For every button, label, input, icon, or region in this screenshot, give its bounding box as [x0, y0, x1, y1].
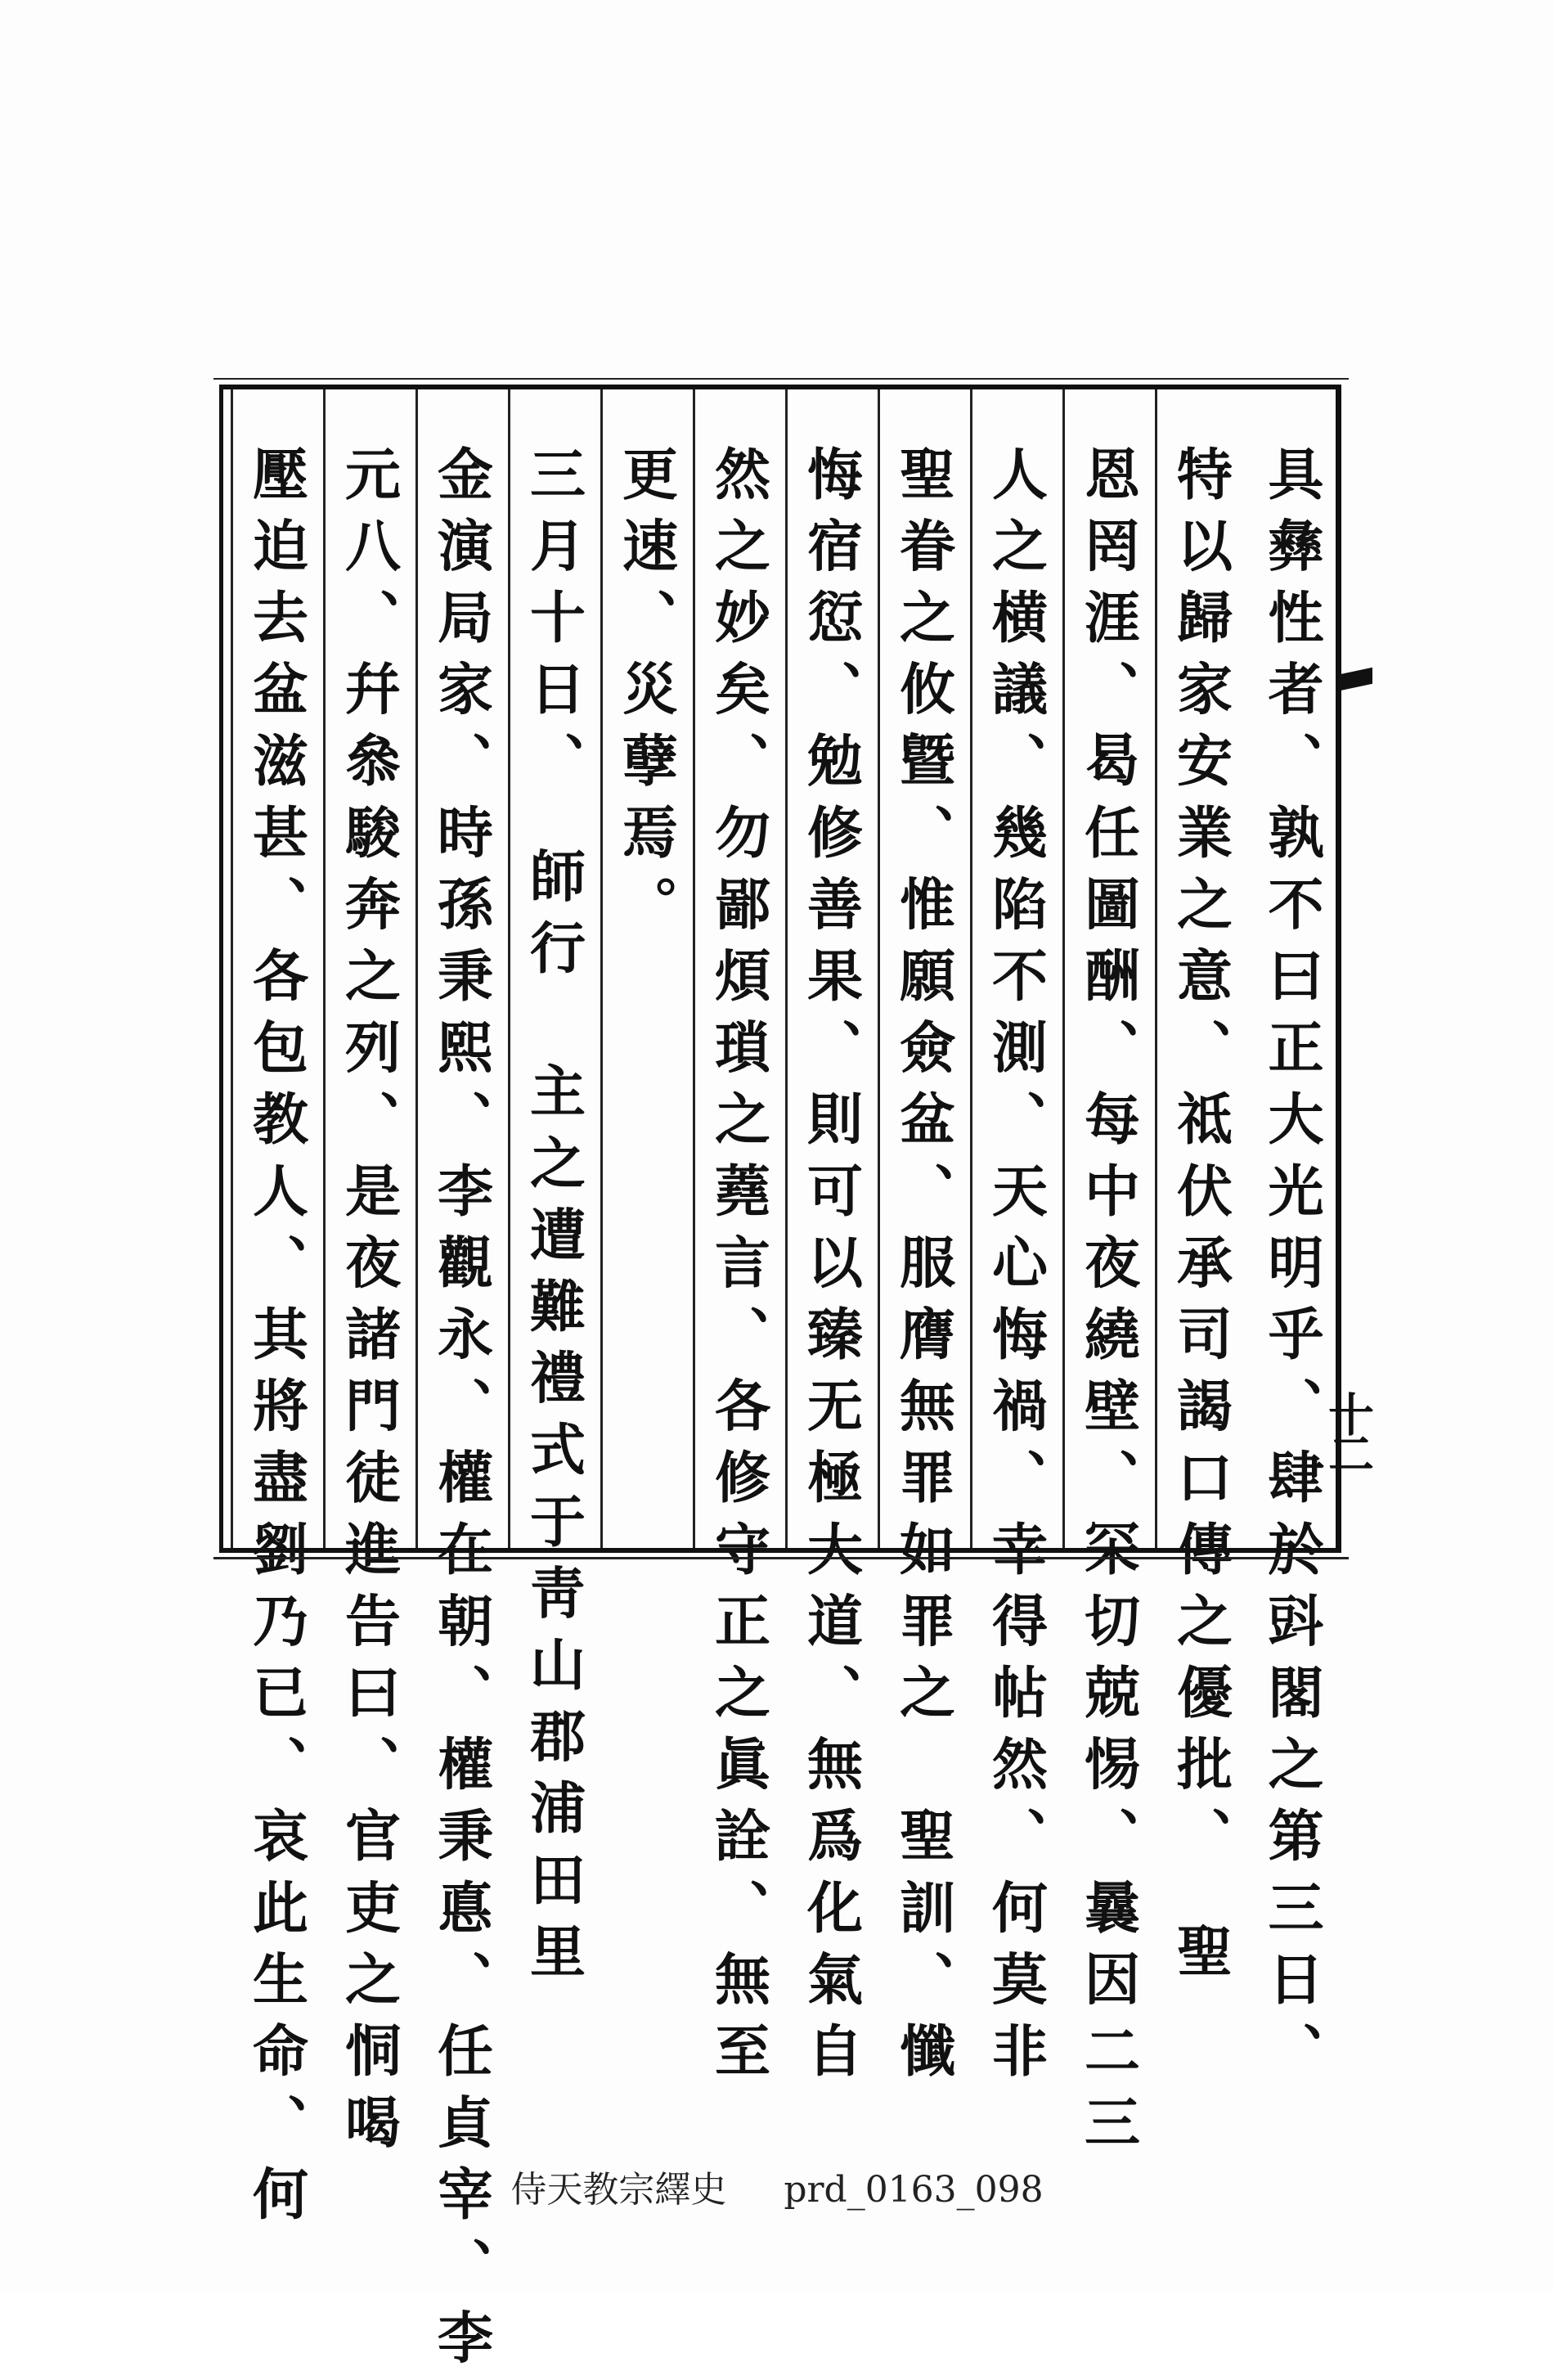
text-column-1 — [1247, 389, 1336, 2094]
text-column-11 — [323, 389, 411, 2166]
column-text: 三月十日、 師行 主之遭難禮式于靑山郡浦田里 — [520, 445, 586, 1995]
text-column-7 — [693, 389, 781, 2094]
column-text: 金演局家、時孫秉熙、李觀永、權在朝、權秉悳、任貞宰、李 — [428, 445, 494, 2380]
text-column-9 — [508, 389, 596, 1995]
text-column-10 — [415, 389, 504, 2380]
column-text: 然之妙矣、勿鄙煩瑣之蕘言、各修守正之眞詮、無至 — [705, 445, 771, 2094]
text-column-2 — [1155, 389, 1243, 1995]
text-column-12 — [231, 389, 319, 2237]
column-text: 人之横議、幾陷不測、天心悔禍、幸得帖然、何莫非 — [982, 445, 1049, 2094]
column-text: 壓迫去盆滋甚、各包教人、其將盡劉乃已、哀此生命、何 — [243, 445, 309, 2237]
text-column-4 — [970, 389, 1058, 2094]
text-column-6 — [785, 389, 874, 2094]
text-column-5 — [878, 389, 966, 2094]
footer-caption — [0, 2160, 1554, 2212]
column-text: 特以歸家安業之意、祗伏承司謁口傳之優批、 聖 — [1167, 445, 1233, 1995]
text-column-3 — [1062, 389, 1151, 2166]
column-text: 聖眷之攸曁、惟願僉盆、服膺無罪如罪之 聖訓、懺 — [890, 445, 956, 2094]
footer-title: 侍天教宗繹史 — [510, 2169, 727, 2211]
column-text: 元八、幷叅駿奔之列、是夜諸門徒進告曰、官吏之恫喝 — [335, 445, 402, 2166]
column-text: 具彝性者、孰不曰正大光明乎、肆於㪷閣之第三日、 — [1259, 445, 1324, 2094]
fish-tail-mark — [1340, 668, 1372, 691]
column-text: 恩罔涯、曷任圖酬、每中夜繞壁、罙切兢惕、曩因二三 — [1075, 445, 1141, 2166]
column-text: 悔宿愆、勉修善果、則可以臻无極大道、無爲化氣自 — [797, 445, 864, 2094]
footer-code: prd_0163_098 — [784, 2169, 1044, 2211]
text-column-8 — [600, 389, 689, 1548]
page-number: 十二 — [1321, 1391, 1375, 1469]
column-text: 更速、災孽焉。 — [613, 445, 679, 947]
